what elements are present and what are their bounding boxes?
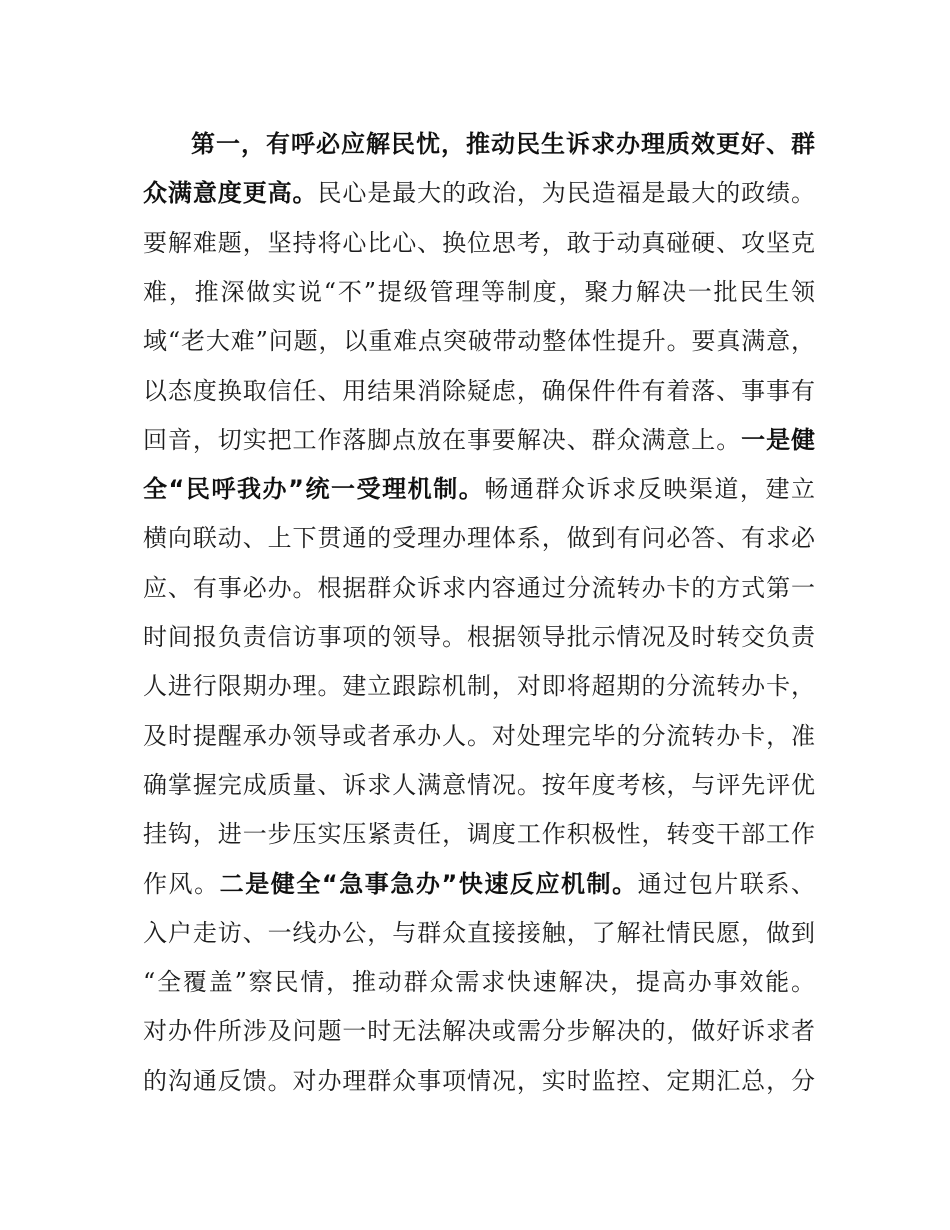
text-line	[143, 909, 815, 958]
text-line	[143, 367, 815, 416]
text-segment: 回音，切实把工作落脚点放在事要解决、群众满意上。	[143, 425, 742, 454]
text-segment: 确掌握完成质量、诉求人满意情况。按年度考核，与评先评优	[143, 770, 815, 799]
text-segment: 难，推深做实说“不”提级管理等制度，聚力解决一批民生领	[143, 277, 815, 306]
text-line	[143, 564, 815, 613]
text-segment: 民心是最大的政治，为民造福是最大的政绩。	[317, 179, 816, 208]
text-segment: 域“老大难”问题，以重难点突破带动整体性提升。要真满意，	[143, 327, 815, 356]
text-segment: 及时提醒承办领导或者承办人。对处理完毕的分流转办卡，准	[143, 721, 815, 750]
text-segment: 要解难题，坚持将心比心、换位思考，敢于动真碰硬、攻坚克	[143, 228, 815, 257]
text-line	[191, 120, 815, 169]
text-segment: 对办件所涉及问题一时无法解决或需分步解决的，做好诉求者	[143, 1017, 815, 1046]
text-segment: 应、有事必办。根据群众诉求内容通过分流转办卡的方式第一	[143, 573, 815, 602]
text-line	[143, 662, 815, 711]
text-segment: 作风。	[143, 869, 220, 898]
text-line	[143, 514, 815, 563]
bold-text-segment: 二是健全“急事急办”快速反应机制。	[219, 869, 638, 898]
text-segment: 横向联动、上下贯通的受理办理体系，做到有问必答、有求必	[143, 524, 815, 553]
text-line	[143, 958, 815, 1007]
text-segment: 人进行限期办理。建立跟踪机制，对即将超期的分流转办卡，	[143, 672, 815, 701]
bold-text-segment: 第一，有呼必应解民忧，推动民生诉求办理质效更好、群	[191, 130, 815, 158]
text-segment: 以态度换取信任、用结果消除疑虑，确保件件有着落、事事有	[143, 376, 815, 405]
text-line	[143, 613, 815, 662]
text-segment: “全覆盖”察民情，推动群众需求快速解决，提高办事效能。	[143, 968, 815, 997]
text-line	[143, 416, 815, 465]
bold-text-segment: 一是健	[741, 425, 816, 454]
bold-text-segment: 众满意度更高。	[143, 179, 318, 208]
text-segment: 畅通群众诉求反映渠道，建立	[484, 475, 816, 504]
text-line	[143, 1007, 815, 1056]
text-segment: 时间报负责信访事项的领导。根据领导批示情况及时转交负责	[143, 623, 815, 651]
text-line	[143, 712, 815, 761]
text-line	[143, 268, 815, 317]
text-line	[143, 317, 815, 366]
text-line	[143, 810, 815, 859]
text-segment: 挂钩，进一步压实压紧责任，调度工作积极性，转变干部工作	[143, 820, 815, 849]
bold-text-segment: 全“民呼我办”统一受理机制。	[143, 475, 485, 504]
text-line	[143, 1057, 815, 1106]
text-segment: 通过包片联系、	[637, 869, 816, 898]
text-line	[143, 465, 815, 514]
text-line	[143, 219, 815, 268]
text-line	[143, 860, 815, 909]
text-line	[143, 169, 815, 218]
text-segment: 入户走访、一线办公，与群众直接接触，了解社情民愿，做到	[143, 918, 815, 947]
text-line	[143, 761, 815, 810]
text-segment: 的沟通反馈。对办理群众事项情况，实时监控、定期汇总，分	[143, 1066, 815, 1095]
